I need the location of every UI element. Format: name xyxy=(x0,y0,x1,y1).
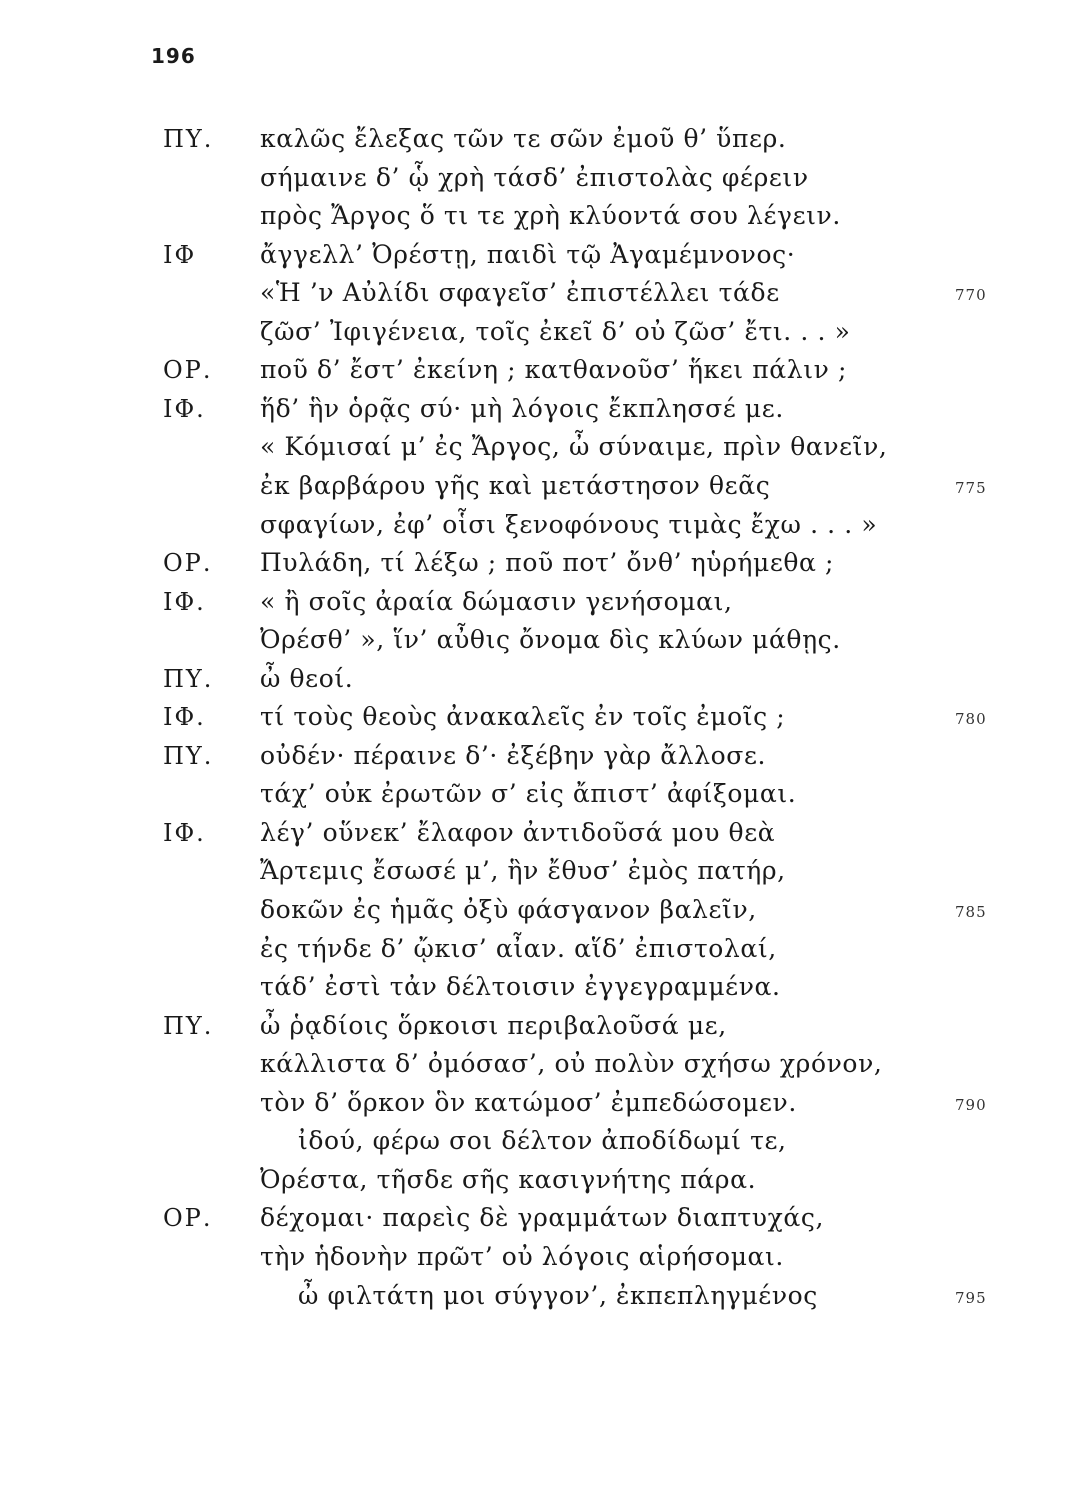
verse-line xyxy=(0,353,1086,387)
verse-line xyxy=(0,777,1086,811)
verse-text-line: ἥδ’ ἣν ὁρᾷς σύ· μὴ λόγοις ἔκπλησσέ με. xyxy=(260,393,784,423)
verse-line xyxy=(0,315,1086,349)
verse-text-line: ποῦ δ’ ἔστ’ ἐκείνη ; κατθανοῦσ’ ἥκει πάλιν ; xyxy=(260,355,847,385)
verse-text-line: τί τοὺς θεοὺς ἀνακαλεῖς ἐν τοῖς ἐμοῖς ; xyxy=(260,702,786,732)
speaker-label: ΠΥ. xyxy=(163,741,214,770)
speaker-label: ΟΡ. xyxy=(163,356,213,385)
line-number: 795 xyxy=(955,1288,987,1307)
verse-line xyxy=(0,739,1086,773)
line-number: 770 xyxy=(955,286,987,305)
speaker-label: ΠΥ. xyxy=(163,1011,214,1040)
verse-line xyxy=(0,662,1086,696)
verse-line xyxy=(0,623,1086,657)
verse-line xyxy=(0,469,1086,503)
verse-text-line: ἐς τήνδε δ’ ᾤκισ’ αἶαν. αἵδ’ ἐπιστολαί, xyxy=(260,933,777,963)
verse-text-line: τὴν ἡδονὴν πρῶτ’ οὐ λόγοις αἱρήσομαι. xyxy=(260,1241,784,1271)
verse-text-line: ζῶσ’ Ἰφιγένεια, τοῖς ἐκεῖ δ’ οὐ ζῶσ’ ἔτι. . . » xyxy=(260,316,851,346)
line-number: 785 xyxy=(955,903,987,921)
verse-text-line: ὦ ῥᾳδίοις ὅρκοισι περιβαλοῦσά με, xyxy=(260,1010,727,1040)
verse-line xyxy=(0,161,1086,195)
speaker-label: ΠΥ. xyxy=(163,125,214,153)
verse-text-line: Ἄρτεμις ἔσωσέ μ’, ἣν ἔθυσ’ ἐμὸς πατήρ, xyxy=(260,856,786,886)
verse-line xyxy=(0,508,1086,542)
verse-line xyxy=(0,430,1086,464)
speaker-label: ΙΦ xyxy=(163,240,197,269)
verse-text-line: οὐδέν· πέραινε δ’· ἐξέβην γὰρ ἄλλοσε. xyxy=(260,740,767,770)
verse-line xyxy=(0,970,1086,1004)
speaker-label: ΟΡ. xyxy=(163,549,213,578)
verse-text-line: ὦ φιλτάτη μοι σύγγον’, ἐκπεπληγμένος xyxy=(298,1280,818,1310)
speaker-label: ΙΦ. xyxy=(163,394,206,423)
speaker-label: ΙΦ. xyxy=(163,818,206,847)
verse-line xyxy=(0,893,1086,927)
verse-text-line: «Ἡ ’ν Αὐλίδι σφαγεῖσ’ ἐπιστέλλει τάδε xyxy=(260,278,780,308)
verse-text-line: ὦ θεοί. xyxy=(260,663,354,693)
verse-line xyxy=(0,1009,1086,1043)
verse-line xyxy=(0,1047,1086,1081)
speaker-label: ΙΦ. xyxy=(163,587,206,616)
verse-text-line: Πυλάδη, τί λέξω ; ποῦ ποτ’ ὄνθ’ ηὑρήμεθα ; xyxy=(260,548,835,578)
verse-line xyxy=(0,854,1086,888)
verse-line xyxy=(0,1240,1086,1274)
verse-line xyxy=(0,585,1086,619)
speaker-label: ΠΥ. xyxy=(163,664,214,693)
verse-line xyxy=(0,238,1086,272)
verse-text-line: « Κόμισαί μ’ ἐς Ἄργος, ὦ σύναιμε, πρὶν θανεῖν, xyxy=(260,432,888,462)
speaker-label: ΙΦ. xyxy=(163,703,206,732)
verse-text-line: λέγ’ οὕνεκ’ ἔλαφον ἀντιδοῦσά μου θεὰ xyxy=(260,817,776,847)
verse-line xyxy=(0,932,1086,966)
verse-line xyxy=(0,1279,1086,1313)
verse-line xyxy=(0,1124,1086,1158)
line-number: 775 xyxy=(955,478,987,497)
verse-line xyxy=(0,1201,1086,1235)
verse-text-line: τὸν δ’ ὅρκον ὃν κατώμοσ’ ἐμπεδώσομεν. xyxy=(260,1087,797,1117)
verse-line xyxy=(0,816,1086,850)
verse-text-line: πρὸς Ἄργος ὅ τι τε χρὴ κλύοντά σου λέγειν. xyxy=(260,201,841,231)
verse-line xyxy=(0,1086,1086,1120)
verse-text-line: « ἢ σοῖς ἀραία δώμασιν γενήσομαι, xyxy=(260,586,733,616)
verse-line xyxy=(0,392,1086,426)
verse-line xyxy=(0,1163,1086,1197)
verse-text-line: Ὀρέστα, τῆσδε σῆς κασιγνήτης πάρα. xyxy=(260,1164,757,1194)
verse-text-line: σήμαινε δ’ ᾧ χρὴ τάσδ’ ἐπιστολὰς φέρειν xyxy=(260,162,809,192)
verse-text-line: δοκῶν ἐς ἡμᾶς ὀξὺ φάσγανον βαλεῖν, xyxy=(260,895,757,924)
verse-text-line: δέχομαι· παρεὶς δὲ γραμμάτων διαπτυχάς, xyxy=(260,1203,824,1233)
verse-line xyxy=(0,546,1086,580)
verse-text-line: ἰδού, φέρω σοι δέλτον ἀποδίδωμί τε, xyxy=(298,1126,787,1156)
verse-line xyxy=(0,122,1086,156)
verse-text-line: Ὀρέσθ’ », ἵν’ αὖθις ὄνομα δὶς κλύων μάθῃς. xyxy=(260,625,841,655)
verse-text-line: τάδ’ ἐστὶ τἀν δέλτοισιν ἐγγεγραμμένα. xyxy=(260,972,781,1002)
page-number: 196 xyxy=(151,44,196,68)
verse-text-line: ἄγγελλ’ Ὀρέστῃ, παιδὶ τῷ Ἀγαμέμνονος· xyxy=(260,239,796,269)
verse-text-line: ἐκ βαρβάρου γῆς καὶ μετάστησον θεᾶς xyxy=(260,470,771,500)
speaker-label: ΟΡ. xyxy=(163,1204,213,1233)
verse-text-line: σφαγίων, ἐφ’ οἷσι ξενοφόνους τιμὰς ἔχω . . . » xyxy=(260,509,878,539)
verse-text-line: καλῶς ἔλεξας τῶν τε σῶν ἐμοῦ θ’ ὕπερ. xyxy=(260,124,787,153)
verse-text-line: κάλλιστα δ’ ὀμόσασ’, οὐ πολὺν σχήσω χρόνον, xyxy=(260,1049,883,1079)
line-number: 780 xyxy=(955,710,987,729)
verse-text-line: τάχ’ οὐκ ἐρωτῶν σ’ εἰς ἄπιστ’ ἀφίξομαι. xyxy=(260,779,797,809)
line-number: 790 xyxy=(955,1095,987,1114)
verse-line xyxy=(0,700,1086,734)
verse-line xyxy=(0,199,1086,233)
verse-line xyxy=(0,276,1086,310)
